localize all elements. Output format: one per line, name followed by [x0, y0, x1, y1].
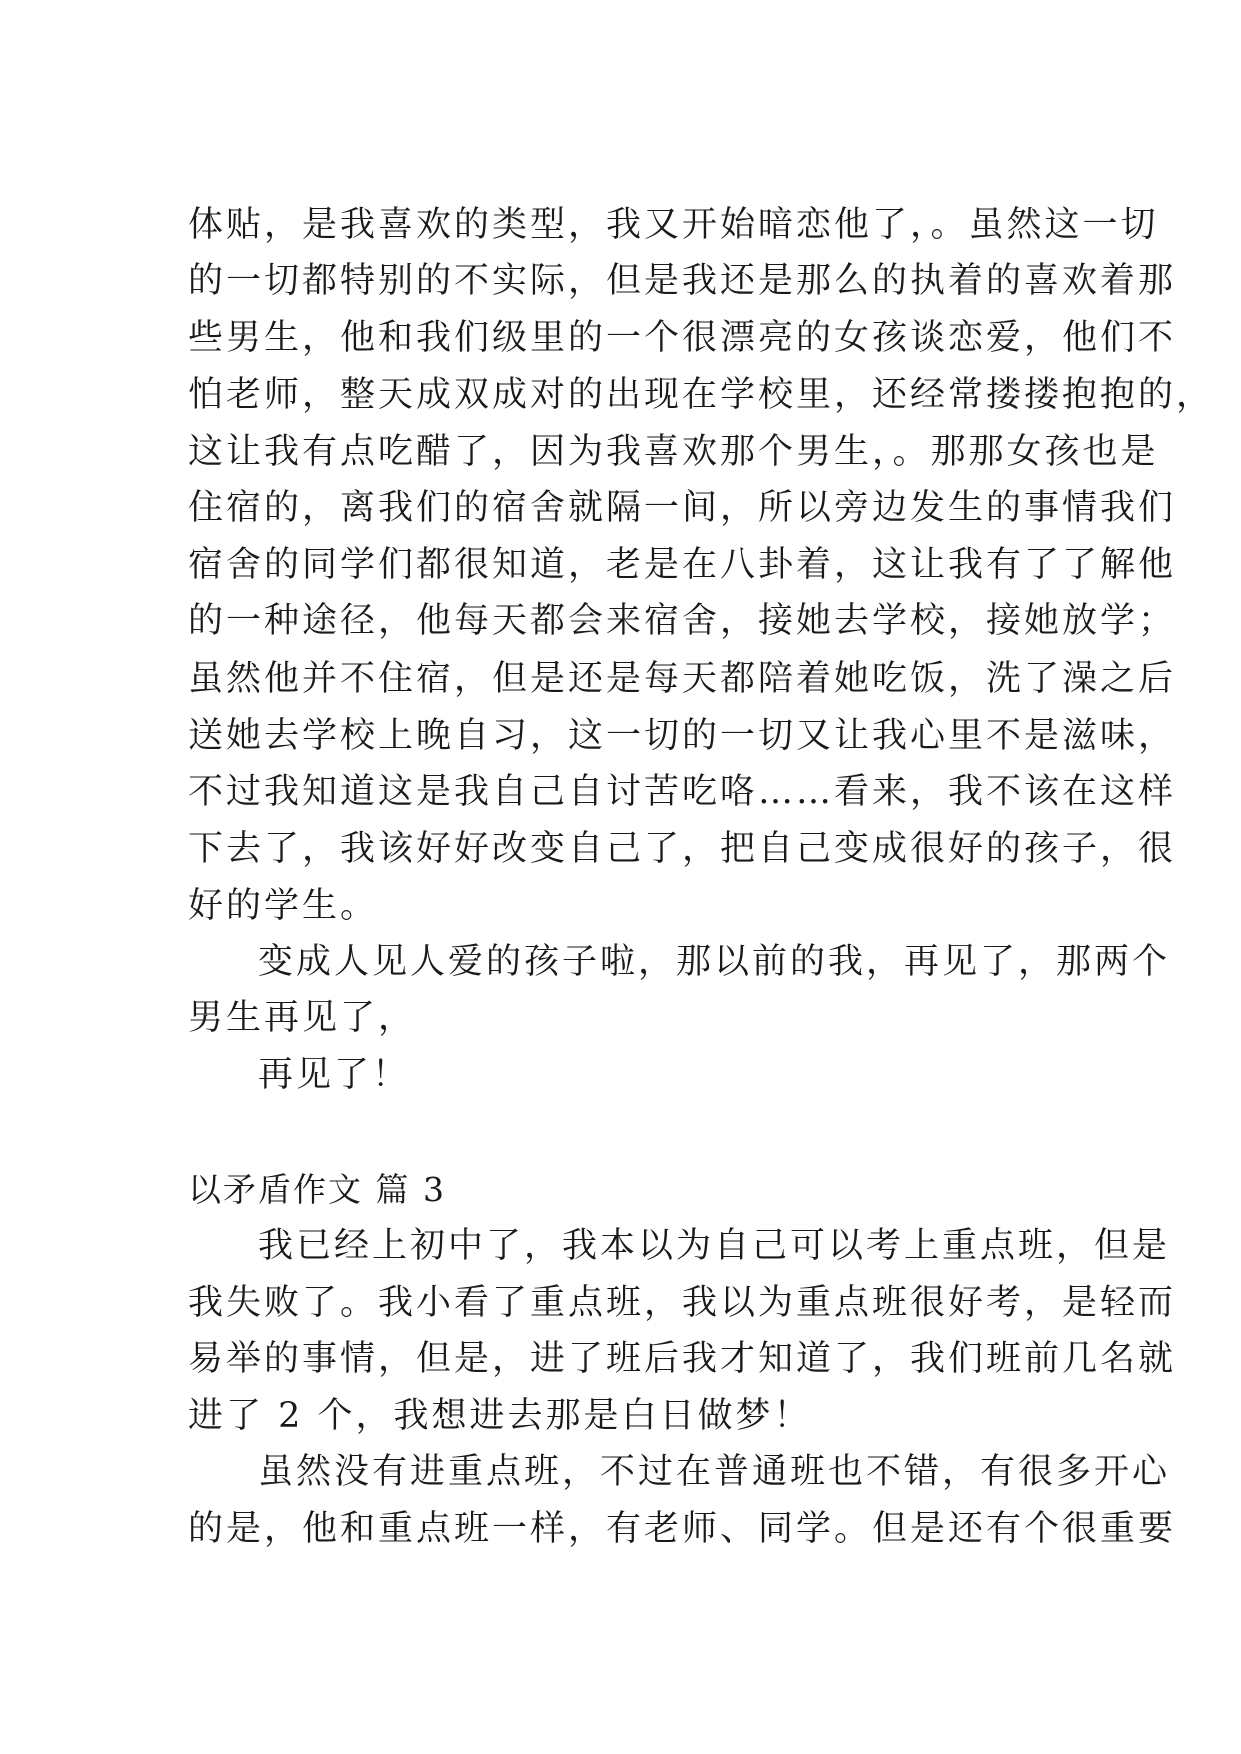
text-line: 的一切都特别的不实际，但是我还是那么的执着的喜欢着那 [188, 261, 1177, 301]
text-line: 住宿的，离我们的宿舍就隔一间，所以旁边发生的事情我们 [188, 488, 1177, 528]
text-line: 男生再见了， [188, 998, 417, 1038]
text-line: 些男生，他和我们级里的一个很漂亮的女孩谈恋爱，他们不 [188, 318, 1177, 358]
text-line: 这让我有点吃醋了，因为我喜欢那个男生，。那那女孩也是 [188, 432, 1159, 472]
text-line: 易举的事情，但是，进了班后我才知道了，我们班前几名就 [188, 1339, 1177, 1379]
text-line: 虽然他并不住宿，但是还是每天都陪着她吃饭，洗了澡之后 [188, 659, 1177, 699]
paragraph-first-line: 再见了！ [258, 1055, 411, 1095]
paragraph-first-line: 变成人见人爱的孩子啦，那以前的我，再见了，那两个 [258, 942, 1171, 982]
text-line: 体贴，是我喜欢的类型，我又开始暗恋他了，。虽然这一切 [188, 205, 1159, 245]
text-line: 的是，他和重点班一样，有老师、同学。但是还有个很重要 [188, 1509, 1177, 1549]
text-line: 进了 2 个，我想进去那是白日做梦！ [188, 1396, 812, 1436]
text-line: 宿舍的同学们都很知道，老是在八卦着，这让我有了了解他 [188, 545, 1177, 585]
text-line: 我失败了。我小看了重点班，我以为重点班很好考，是轻而 [188, 1283, 1177, 1323]
text-line: 好的学生。 [188, 886, 379, 926]
paragraph-first-line: 我已经上初中了，我本以为自己可以考上重点班，但是 [258, 1226, 1171, 1266]
text-line: 不过我知道这是我自己自讨苦吃咯……看来，我不该在这样 [188, 772, 1177, 812]
paragraph-first-line: 虽然没有进重点班，不过在普通班也不错，有很多开心 [258, 1452, 1171, 1492]
text-line: 下去了，我该好好改变自己了，把自己变成很好的孩子，很 [188, 829, 1177, 869]
text-line: 送她去学校上晚自习，这一切的一切又让我心里不是滋味， [188, 716, 1177, 756]
text-line: 的一种途径，他每天都会来宿舍，接她去学校，接她放学； [188, 601, 1177, 641]
text-line: 怕老师，整天成双成对的出现在学校里，还经常搂搂抱抱的， [188, 375, 1215, 415]
section-heading: 以矛盾作文 篇 3 [188, 1170, 446, 1209]
